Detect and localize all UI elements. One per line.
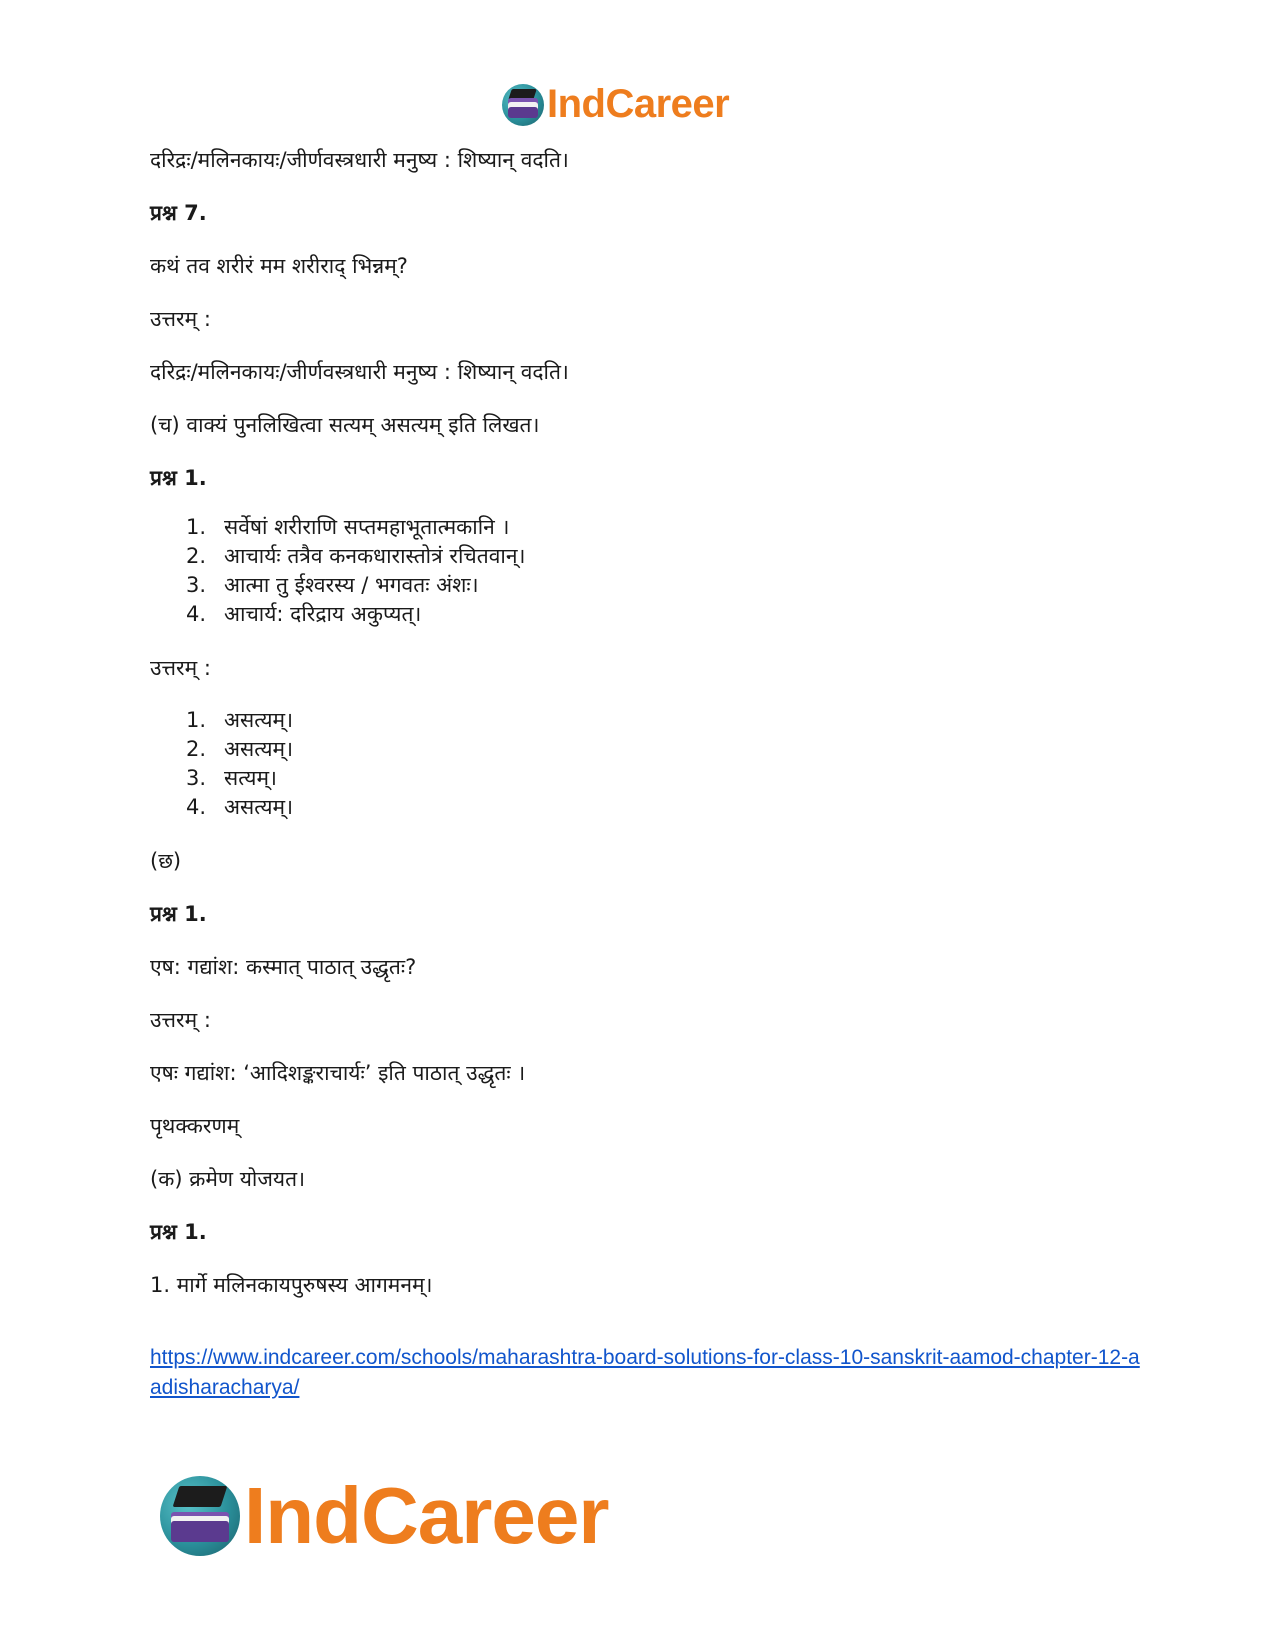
logo-text: IndCareer (244, 1471, 609, 1560)
list-number: 4. (186, 795, 207, 819)
list-text: असत्यम्। (224, 708, 294, 732)
graduation-book-icon (160, 1476, 240, 1556)
question-text: एष: गद्यांश: कस्मात् पाठात् उद्धृतः? (150, 955, 417, 979)
source-link[interactable]: https://www.indcareer.com/schools/maharashtra-board-solutions-for-class-10-sanskrit-aamod-chapter-12-aadisharacharya/ (150, 1346, 1140, 1399)
graduation-book-icon (502, 84, 544, 126)
section-heading: पृथक्करणम् (150, 1114, 240, 1138)
question-heading: प्रश्न 1. (150, 466, 207, 490)
list-item (186, 570, 479, 600)
list-number: 2. (186, 544, 207, 568)
list-number: 3. (186, 766, 207, 790)
list-item (186, 705, 293, 735)
question-heading: प्रश्न 1. (150, 1220, 207, 1244)
list-text: आचार्य: दरिद्राय अकुप्यत्। (224, 602, 422, 626)
section-heading: (क) क्रमेण योजयत। (150, 1167, 306, 1191)
list-number: 1. (186, 515, 207, 539)
list-number: 2. (186, 737, 207, 761)
list-item (186, 599, 421, 629)
list-text: सर्वेषां शरीराणि सप्तमहाभूतात्मकानि । (224, 515, 510, 539)
list-item (186, 512, 509, 542)
list-number: 3. (186, 573, 207, 597)
list-item (186, 541, 525, 571)
list-text: असत्यम्। (224, 795, 294, 819)
logo-text: IndCareer (547, 82, 730, 126)
answer-label: उत्तरम् : (150, 1008, 211, 1032)
list-number: 1. (186, 708, 207, 732)
list-item (186, 792, 293, 822)
body-line: दरिद्रः/मलिनकायः/जीर्णवस्त्रधारी मनुष्य : शिष्यान् वदति। (150, 148, 569, 172)
list-text: आत्मा तु ईश्वरस्य / भगवतः अंशः। (224, 573, 479, 597)
list-item (186, 734, 293, 764)
answer-text: दरिद्रः/मलिनकायः/जीर्णवस्त्रधारी मनुष्य : शिष्यान् वदति। (150, 360, 569, 384)
list-text: असत्यम्। (224, 737, 294, 761)
indcareer-logo-top (502, 82, 729, 127)
question-heading: प्रश्न 7. (150, 201, 207, 225)
answer-label: उत्तरम् : (150, 656, 211, 680)
question-text: कथं तव शरीरं मम शरीराद् भिन्नम्? (150, 254, 408, 278)
list-text: सत्यम्। (224, 766, 277, 790)
section-heading: (छ) (150, 849, 182, 873)
question-heading: प्रश्न 1. (150, 902, 207, 926)
list-text: आचार्यः तत्रैव कनकधारास्तोत्रं रचितवान्। (224, 544, 526, 568)
body-line: 1. मार्गे मलिनकायपुरुषस्य आगमनम्। (150, 1273, 433, 1297)
answer-text: एषः गद्यांश: ‘आदिशङ्कराचार्यः’ इति पाठात् उद्धृतः । (150, 1061, 526, 1085)
answer-label: उत्तरम् : (150, 307, 211, 331)
section-heading: (च) वाक्यं पुनलिखित्वा सत्यम् असत्यम् इति लिखत। (150, 413, 540, 437)
indcareer-logo-bottom (160, 1470, 608, 1562)
list-item (186, 763, 277, 793)
list-number: 4. (186, 602, 207, 626)
